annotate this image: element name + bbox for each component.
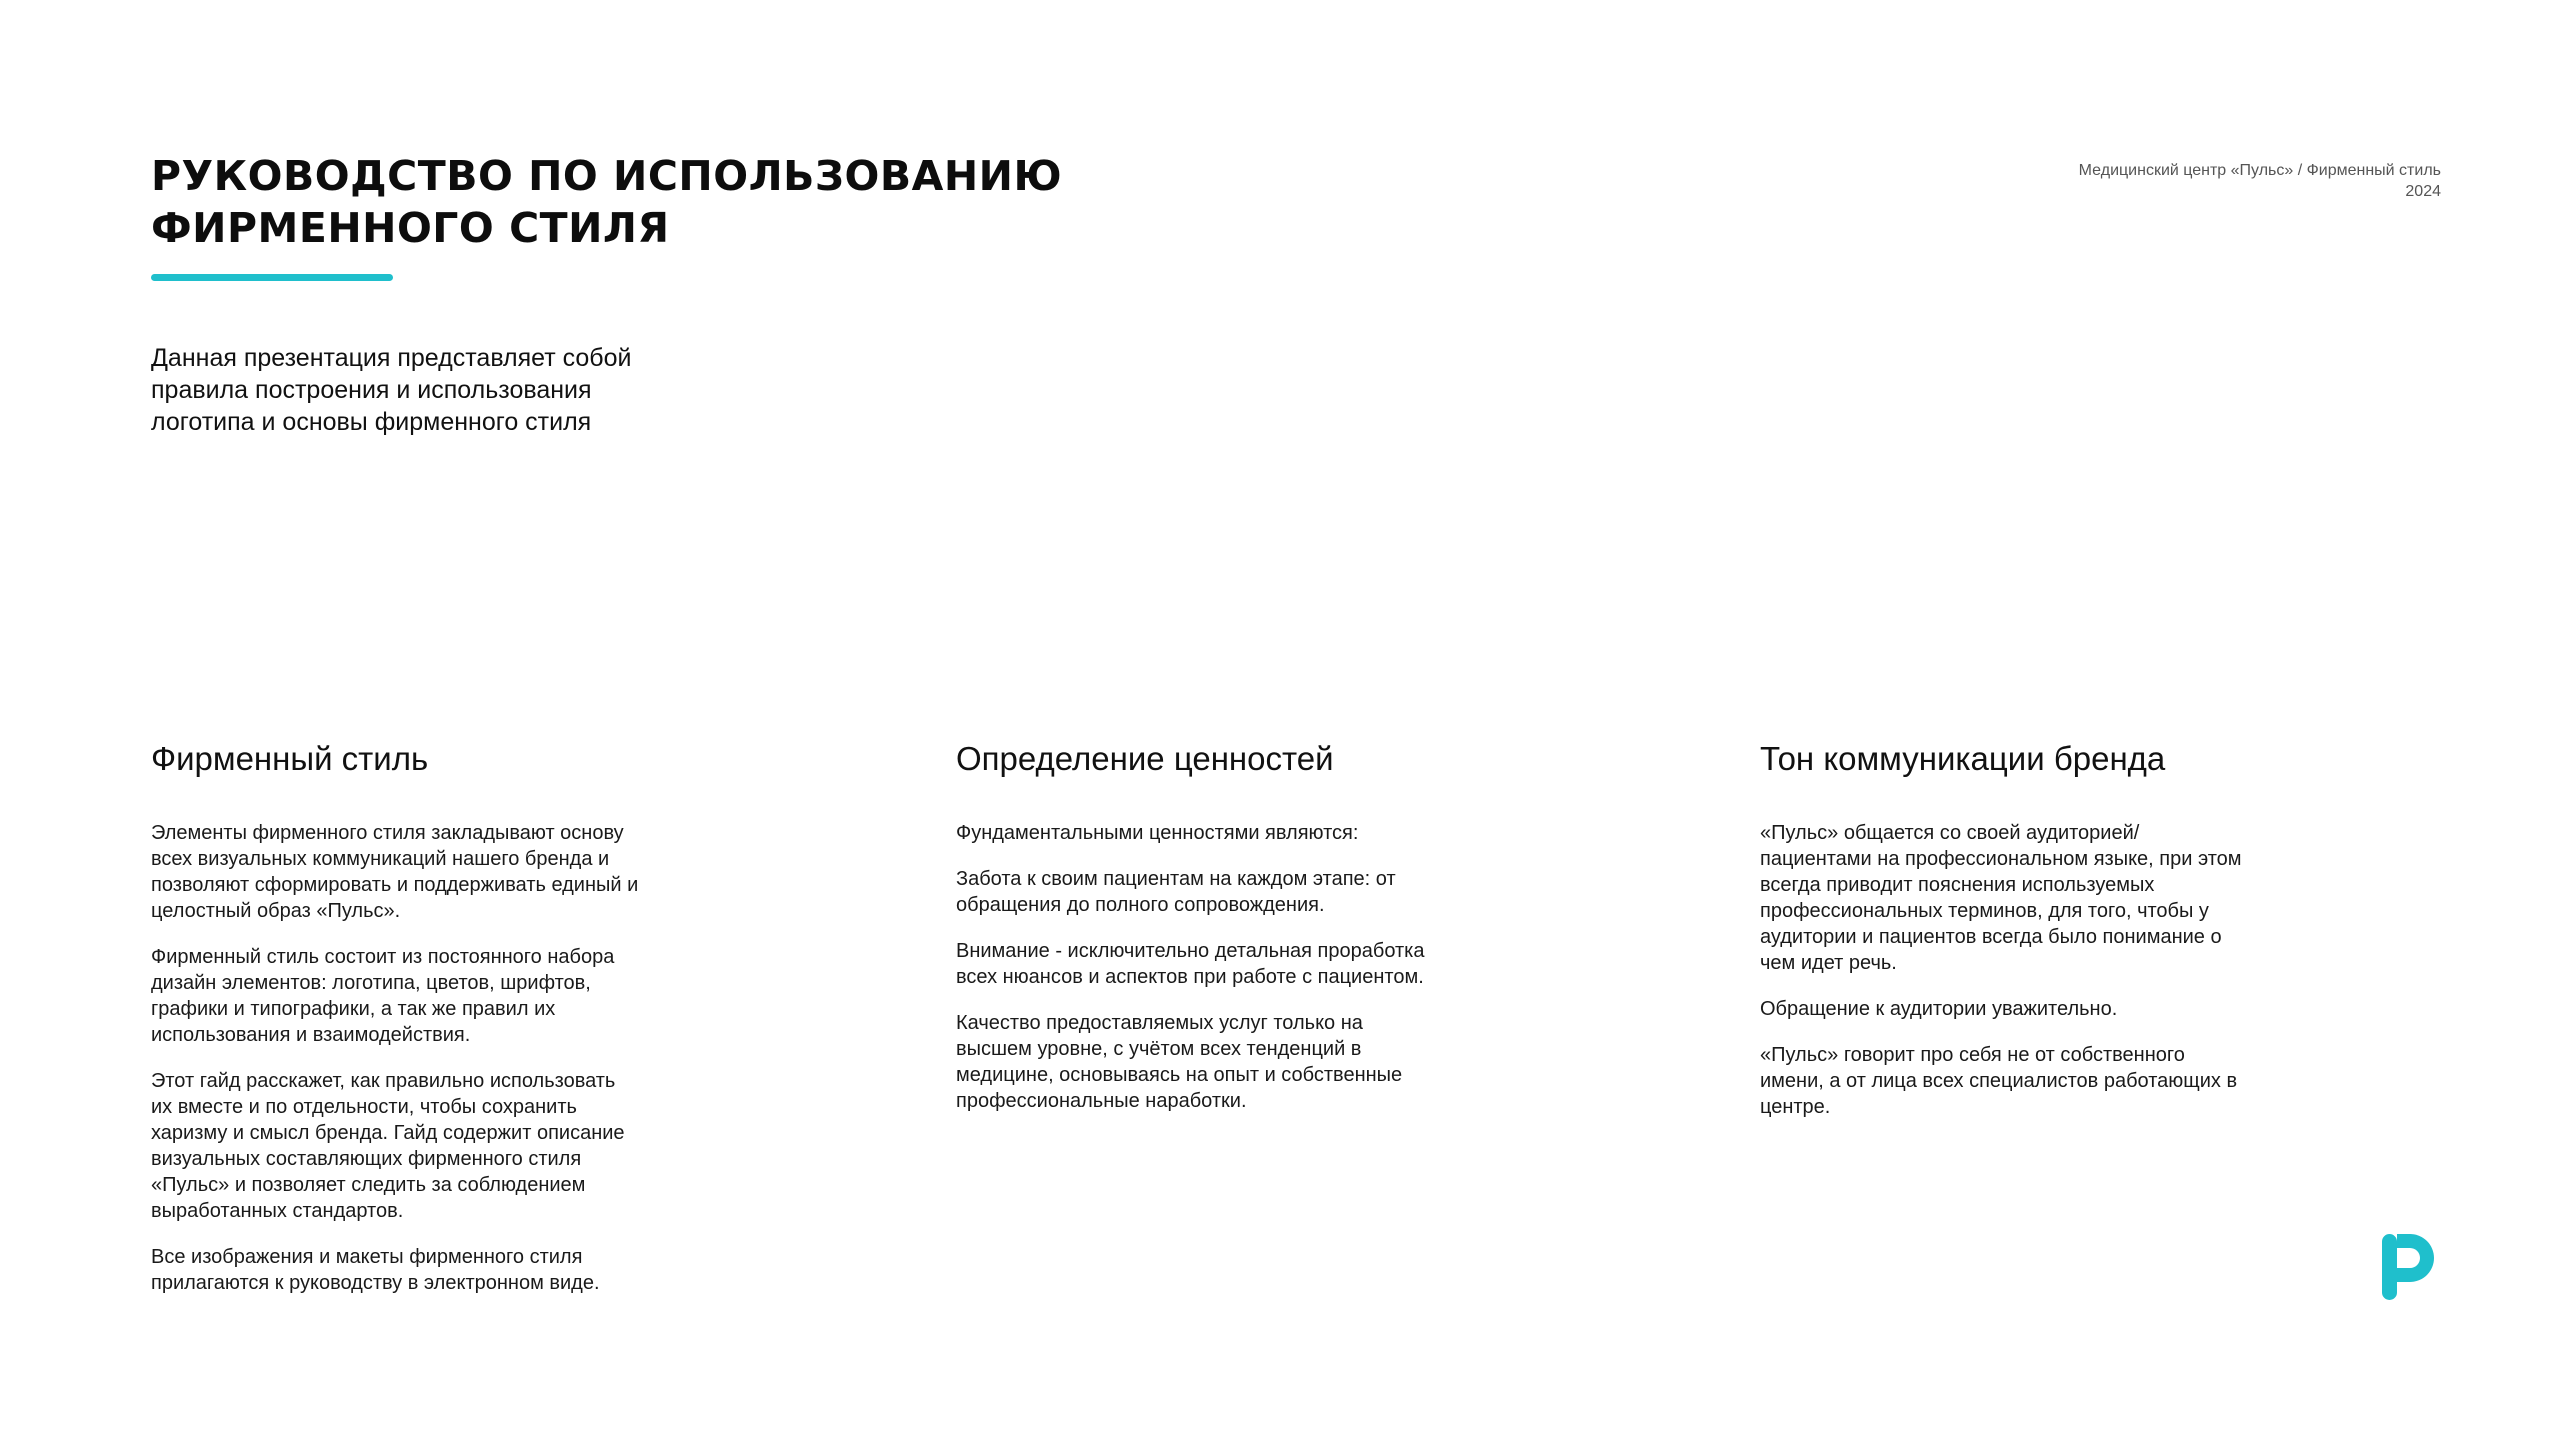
column-heading: Фирменный стиль xyxy=(151,740,429,777)
paragraph-line: Этот гайд расскажет, как правильно использовать xyxy=(151,1070,616,1092)
column-values xyxy=(956,738,1556,1134)
page-title-line-1: РУКОВОДСТВО ПО ИСПОЛЬЗОВАНИЮ xyxy=(151,152,1063,200)
document-meta xyxy=(2079,160,2441,202)
paragraph-line: «Пульс» и позволяет следить за соблюдением xyxy=(151,1174,586,1196)
pulse-p-logo-icon xyxy=(2380,1232,2436,1304)
column-paragraph xyxy=(151,1068,751,1224)
paragraph-line: «Пульс» говорит про себя не от собственного xyxy=(1760,1044,2185,1066)
paragraph-line: дизайн элементов: логотипа, цветов, шрифтов, xyxy=(151,972,591,994)
logo-graphic xyxy=(2380,1232,2436,1304)
paragraph-line: профессиональные наработки. xyxy=(956,1090,1247,1112)
paragraph-line: Элементы фирменного стиля закладывают основу xyxy=(151,822,624,844)
intro-text xyxy=(151,342,632,438)
paragraph-line: чем идет речь. xyxy=(1760,952,1897,974)
paragraph-line: Забота к своим пациентам на каждом этапе: от xyxy=(956,868,1396,890)
paragraph-line: всегда приводит пояснения используемых xyxy=(1760,874,2155,896)
paragraph-line: аудитории и пациентов всегда было понимание о xyxy=(1760,926,2222,948)
intro-line: Данная презентация представляет собой xyxy=(151,344,632,372)
paragraph-line: харизму и смысл бренда. Гайд содержит описание xyxy=(151,1122,625,1144)
paragraph-line: медицине, основываясь на опыт и собственные xyxy=(956,1064,1403,1086)
title-accent-bar xyxy=(151,274,393,281)
page-title xyxy=(151,150,1062,254)
column-paragraph xyxy=(1760,1042,2360,1120)
paragraph-line: Фундаментальными ценностями являются: xyxy=(956,822,1359,844)
paragraph-line: профессиональных терминов, для того, чтобы у xyxy=(1760,900,2209,922)
intro-line: правила построения и использования xyxy=(151,376,592,404)
column-heading: Определение ценностей xyxy=(956,740,1334,777)
paragraph-line: выработанных стандартов. xyxy=(151,1200,404,1222)
paragraph-line: графики и типографики, а так же правил их xyxy=(151,998,556,1020)
column-paragraph xyxy=(956,820,1556,846)
intro-line: логотипа и основы фирменного стиля xyxy=(151,408,592,436)
column-paragraph xyxy=(1760,996,2360,1022)
paragraph-line: Обращение к аудитории уважительно. xyxy=(1760,998,2118,1020)
paragraph-line: визуальных составляющих фирменного стиля xyxy=(151,1148,582,1170)
paragraph-line: «Пульс» общается со своей аудиторией/ xyxy=(1760,822,2140,844)
paragraph-line: имени, а от лица всех специалистов работающих в xyxy=(1760,1070,2238,1092)
column-paragraph xyxy=(151,1244,751,1296)
column-paragraph xyxy=(956,1010,1556,1114)
paragraph-line: использования и взаимодействия. xyxy=(151,1024,471,1046)
document-meta-source: Медицинский центр «Пульс» / Фирменный стиль xyxy=(2078,162,2441,179)
column-heading: Тон коммуникации бренда xyxy=(1760,740,2166,777)
paragraph-line: высшем уровне, с учётом всех тенденций в xyxy=(956,1038,1362,1060)
paragraph-line: Фирменный стиль состоит из постоянного набора xyxy=(151,946,615,968)
paragraph-line: прилагаются к руководству в электронном виде. xyxy=(151,1272,600,1294)
column-paragraph xyxy=(151,820,751,924)
document-meta-year: 2024 xyxy=(2405,183,2441,200)
paragraph-line: целостный образ «Пульс». xyxy=(151,900,401,922)
paragraph-line: Качество предоставляемых услуг только на xyxy=(956,1012,1363,1034)
paragraph-line: обращения до полного сопровождения. xyxy=(956,894,1325,916)
paragraph-line: их вместе и по отдельности, чтобы сохранить xyxy=(151,1096,577,1118)
column-tone-of-voice xyxy=(1760,738,2360,1140)
column-paragraph xyxy=(956,938,1556,990)
paragraph-line: Внимание - исключительно детальная проработка xyxy=(956,940,1425,962)
column-paragraph xyxy=(1760,820,2360,976)
page-title-line-2: ФИРМЕННОГО СТИЛЯ xyxy=(151,204,670,252)
paragraph-line: всех нюансов и аспектов при работе с пациентом. xyxy=(956,966,1424,988)
paragraph-line: всех визуальных коммуникаций нашего бренда и xyxy=(151,848,610,870)
paragraph-line: Все изображения и макеты фирменного стиля xyxy=(151,1246,583,1268)
column-paragraph xyxy=(956,866,1556,918)
paragraph-line: пациентами на профессиональном языке, при этом xyxy=(1760,848,2242,870)
column-brand-style xyxy=(151,738,751,1316)
paragraph-line: позволяют сформировать и поддерживать единый и xyxy=(151,874,639,896)
column-paragraph xyxy=(151,944,751,1048)
paragraph-line: центре. xyxy=(1760,1096,1831,1118)
